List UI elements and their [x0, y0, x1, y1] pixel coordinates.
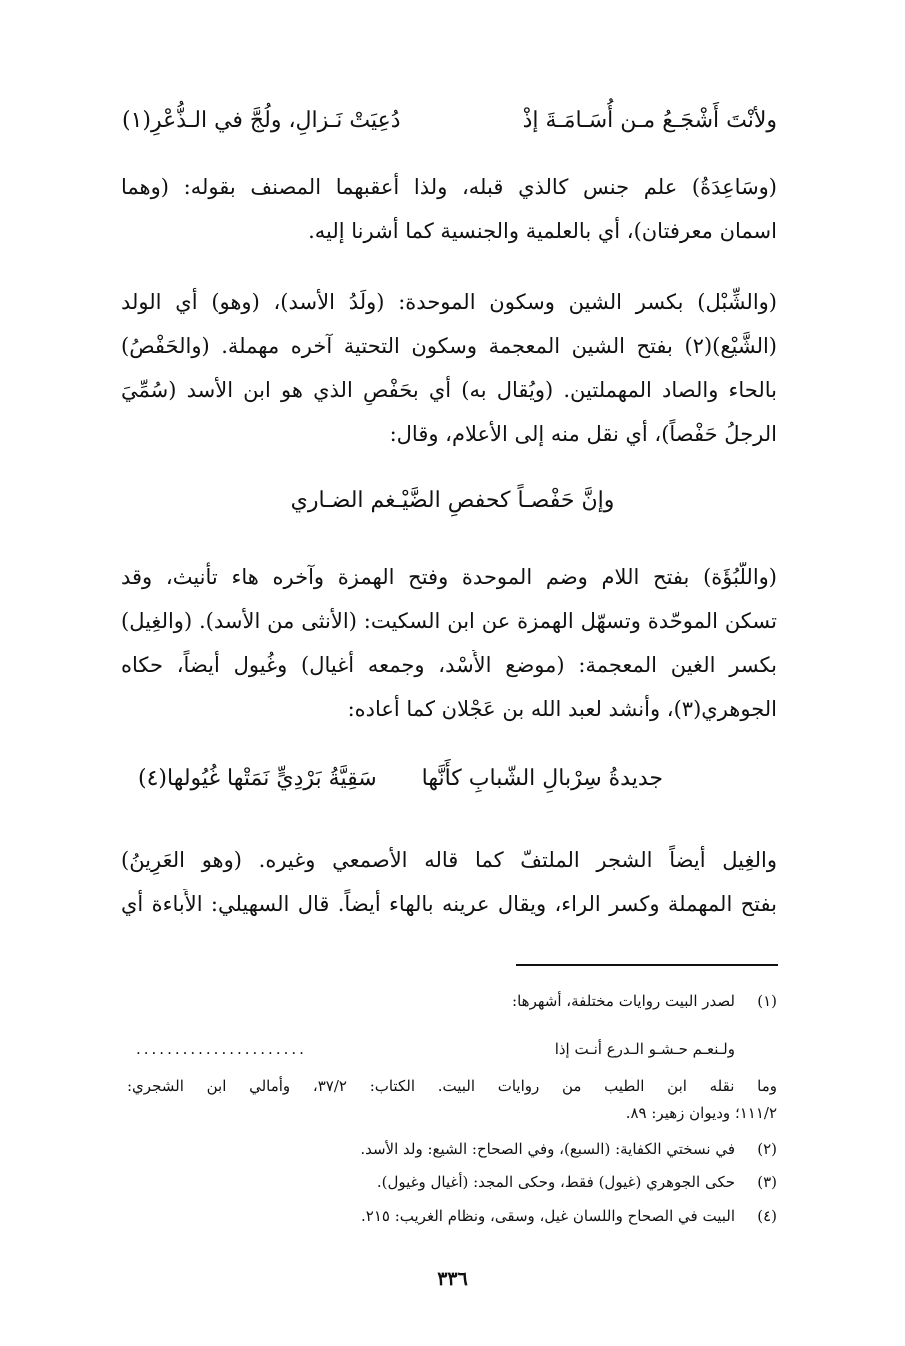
footnote-text: حكى الجوهري (غيول) فقط، وحكى المجد: (أغيال وغيول). — [376, 1173, 735, 1191]
footnote-number: (٣) — [757, 1173, 777, 1191]
footnote-number: (٤) — [757, 1207, 777, 1225]
body-line: (الشَّيْع)(٢) بفتح الشين المعجمة وسكون التحتية آخره مهملة. (والحَفْصُ) — [121, 334, 777, 358]
body-line: والغِيل أيضاً الشجر الملتفّ كما قاله الأصمعي وغيره. (وهو العَرِينُ) — [121, 848, 777, 872]
footnote-1-continuation: وما نقله ابن الطيب من روايات البيت. الكتاب: ٣٧/٢، وأمالي ابن الشجري: — [127, 1077, 777, 1095]
verse-3-second-hemistich: سَقِيَّةُ بَرْدِيٍّ نَمَتْها غُيُولها(٤) — [138, 766, 377, 791]
footnote-1-verse: ولـنعـم حـشـو الـدرع أنـت إذا — [554, 1040, 735, 1058]
body-line: بالحاء والصاد المهملتين. (ويُقال به) أي بحَفْصٍ الذي هو ابن الأسد (سُمِّيَ — [121, 378, 777, 402]
verse-1-second-hemistich: دُعِيَتْ نَـزالِ، ولُجَّ في الـذُّعْرِ(١) — [122, 108, 401, 133]
footnote-text: البيت في الصحاح واللسان غيل، وسقى، ونظام الغريب: ٢١٥. — [361, 1207, 735, 1225]
body-line: الرجلُ حَفْصاً)، أي نقل منه إلى الأعلام، وقال: — [389, 422, 777, 446]
footnote-1-ellipsis: ...................... — [136, 1040, 307, 1058]
verse-1-first-hemistich: ولأنْتَ أَشْجَـعُ مـن أُسَـامَـةَ إذْ — [522, 108, 777, 133]
page-number: ٣٣٦ — [437, 1268, 468, 1290]
footnote-number: (٢) — [757, 1140, 777, 1158]
footnote-text: لصدر البيت روايات مختلفة، أشهرها: — [512, 992, 735, 1010]
verse-3-first-hemistich: جديدةُ سِرْبالِ الشّبابِ كأَنَّها — [421, 766, 663, 791]
body-line: تسكن الموحّدة وتسهّل الهمزة عن ابن السكيت: (الأنثى من الأسد). (والغِيل) — [121, 609, 777, 633]
body-line: الجوهري(٣)، وأنشد لعبد الله بن عَجْلان كما أعاده: — [347, 697, 777, 721]
body-line: بفتح المهملة وكسر الراء، ويقال عرينه بالهاء أيضاً. قال السهيلي: الأَباءة أي — [121, 892, 777, 916]
body-line: (وسَاعِدَةُ) علم جنس كالذي قبله، ولذا أعقبهما المصنف بقوله: (وهما — [121, 175, 777, 199]
body-line: بكسر الغين المعجمة: (موضع الأُسْد، وجمعه أغيال) وغُيول أيضاً، حكاه — [121, 653, 777, 677]
footnote-separator — [516, 964, 778, 966]
body-line: (واللَّبُؤَة) بفتح اللام وضم الموحدة وفتح الهمزة وآخره هاء تأنيث، وقد — [121, 565, 777, 589]
body-line: (والشِّبْل) بكسر الشين وسكون الموحدة: (ولَدُ الأسد)، (وهو) أي الولد — [121, 290, 777, 314]
footnote-text: في نسختي الكفاية: (السبع)، وفي الصحاح: الشيع: ولد الأسد. — [360, 1140, 735, 1158]
body-line: اسمان معرفتان)، أي بالعلمية والجنسية كما أشرنا إليه. — [308, 219, 777, 243]
footnote-1-continuation: ١١١/٢؛ وديوان زهير: ٨٩. — [625, 1104, 777, 1122]
verse-2: وإنَّ حَفْصـاً كحفصِ الضَّيْـغم الضـاري — [290, 488, 615, 513]
footnote-number: (١) — [757, 992, 777, 1010]
